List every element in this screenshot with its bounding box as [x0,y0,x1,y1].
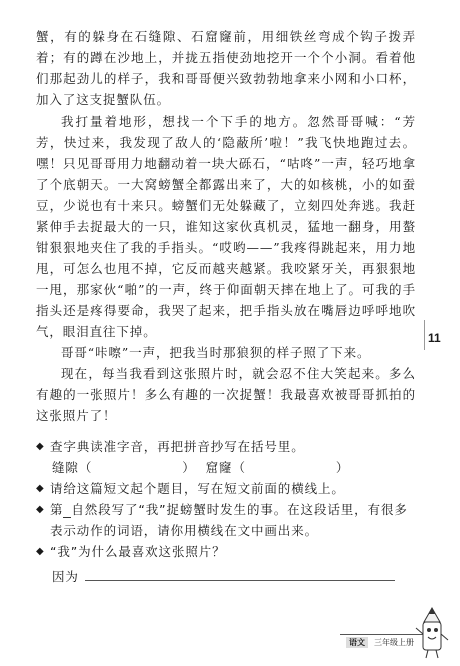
question-2 [36,478,416,499]
diamond-bullet-icon: ◆ [36,504,45,515]
question-1 [36,436,416,457]
question-4-answer [36,566,416,587]
story-paragraph-3: 哥哥“咔嚓”一声，把我当时那狼狈的样子照了下来。 [61,345,371,360]
subject-label: 语文 [346,637,368,648]
question-3-text [50,499,416,541]
story-paragraph-4: 现在，每当我看到这张照片时，就会忍不住大笑起来。多么有趣的一张照片！多么有趣的一次捉蟹！我最喜欢被哥哥抓拍的这张照片了！ [36,366,416,423]
story-paragraph-1: 蟹，有的躲身在石缝隙、石窟窿前，用细铁丝弯成个钩子拨弄着；有的蹲在沙地上，并拢五指使劲地挖开一个个小洞。看着他们那起劲儿的样子，我和哥哥便兴致勃勃地拿来小网和小口杯，加入了这支捉蟹队伍。 [36,29,416,107]
grade-label: 三年级上册 [374,637,414,647]
story-paragraph-2: 我打量着地形，想找一个下手的地方。忽然哥哥喊：“芳芳，快过来，我发现了敌人的‘隐蔽所’啦！”我飞快地跑过去。嘿！只见哥哥用力地翻动着一块大砾石，“咕咚”一声，轻巧地拿了个底朝天。一大窝螃蟹全都露出来了，大的如核桃，小的如蚕豆，少说也有十来只。螃蟹们无处躲藏了，立刻四处奔逃。我赶紧伸手去捉最大的一只，谁知这家伙真机灵，猛地一翻身，用螯钳狠狠地夹住了我的手指头。“哎哟——”我疼得跳起来，用力地甩，可怎么也甩不掉，它反而越夹越紧。我咬紧牙关，再狠狠地一甩，那家伙“啪”的一声，终于仰面朝天摔在地上了。可我的手指头还是疼得要命，我哭了起来，把手指头放在嘴唇边呼呼地吹气，眼泪直往下掉。 [36,114,416,339]
question-1-text: 查字典读准字音，再把拼音抄写在括号里。 [50,439,305,454]
pinyin-blank-1[interactable]: （ ） [78,460,196,475]
word-2: 窟窿 [205,460,233,475]
story-text [36,26,416,426]
answer-line[interactable] [85,566,395,581]
question-4-text: “我”为什么最喜欢这张照片？ [50,544,226,559]
question-3 [36,499,416,541]
word-1: 缝隙 [52,460,79,475]
answer-prefix: 因为 [52,569,79,584]
question-2-text: 请给这篇短文起个题目，写在短文前面的横线上。 [50,481,345,496]
diamond-bullet-icon: ◆ [36,546,45,557]
question-3-prefix: 第 [50,502,64,517]
page-number: 11 [428,331,441,345]
diamond-bullet-icon: ◆ [36,441,45,452]
page-edge-divider [424,320,425,350]
question-4 [36,541,416,562]
pencil-mascot-icon [414,606,450,660]
question-1-words [36,457,416,478]
question-3-rest: 自然段写了“我”捉螃蟹时发生的事。在这段话里，有很多表示动作的词语，请你用横线在文中画出来。 [50,502,408,538]
exercise-section [36,436,416,587]
diamond-bullet-icon: ◆ [36,483,45,494]
pinyin-blank-2[interactable]: （ ） [232,460,350,475]
